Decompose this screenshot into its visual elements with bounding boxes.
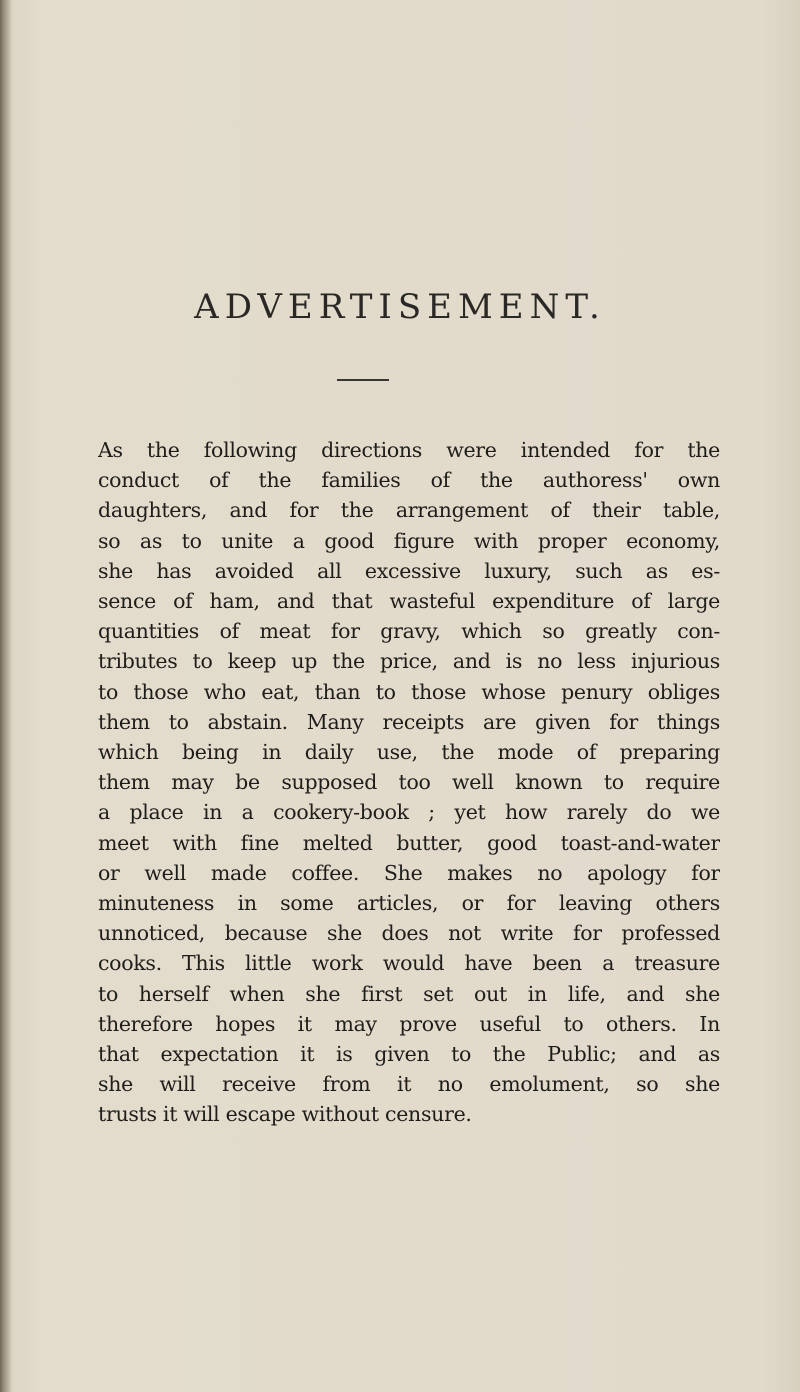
page-gutter-shadow (0, 0, 12, 1392)
text-line: which being in daily use, the mode of preparing (98, 740, 720, 765)
text-line: As the following directions were intended for the (98, 438, 720, 462)
text-line: minuteness in some articles, or for leaving others (98, 891, 720, 916)
text-line: that expectation it is given to the Public; and as (98, 1042, 720, 1067)
text-line: to those who eat, than to those whose penury obliges (98, 679, 720, 704)
text-line: cooks. This little work would have been a treasure (98, 951, 720, 976)
text-line: sence of ham, and that wasteful expenditure of large (98, 589, 720, 614)
text-line: them to abstain. Many receipts are given for things (98, 709, 720, 734)
text-line: tributes to keep up the price, and is no less injurious (98, 649, 720, 674)
text-line: conduct of the families of the authoress' own (98, 468, 720, 493)
text-line: or well made coffee. She makes no apology for (98, 860, 720, 885)
advertisement-paragraph (98, 435, 720, 1130)
heading-rule (337, 379, 389, 381)
text-line: meet with fine melted butter, good toast-and-water (98, 830, 720, 855)
text-line: trusts it will escape without censure. (98, 1102, 472, 1127)
page-heading: ADVERTISEMENT. (194, 287, 606, 327)
text-line: therefore hopes it may prove useful to others. In (98, 1011, 720, 1036)
text-line: so as to unite a good figure with proper economy, (98, 528, 720, 553)
text-line: to herself when she first set out in life, and she (98, 981, 720, 1006)
text-line: she has avoided all excessive luxury, such as es- (98, 558, 720, 583)
text-line: them may be supposed too well known to require (98, 770, 720, 795)
text-line: she will receive from it no emolument, so she (98, 1072, 720, 1097)
text-line: daughters, and for the arrangement of their table, (98, 498, 720, 523)
text-line: a place in a cookery-book ; yet how rarely do we (98, 800, 720, 825)
text-line: unnoticed, because she does not write for professed (98, 921, 720, 946)
text-line: quantities of meat for gravy, which so greatly con- (98, 619, 720, 644)
